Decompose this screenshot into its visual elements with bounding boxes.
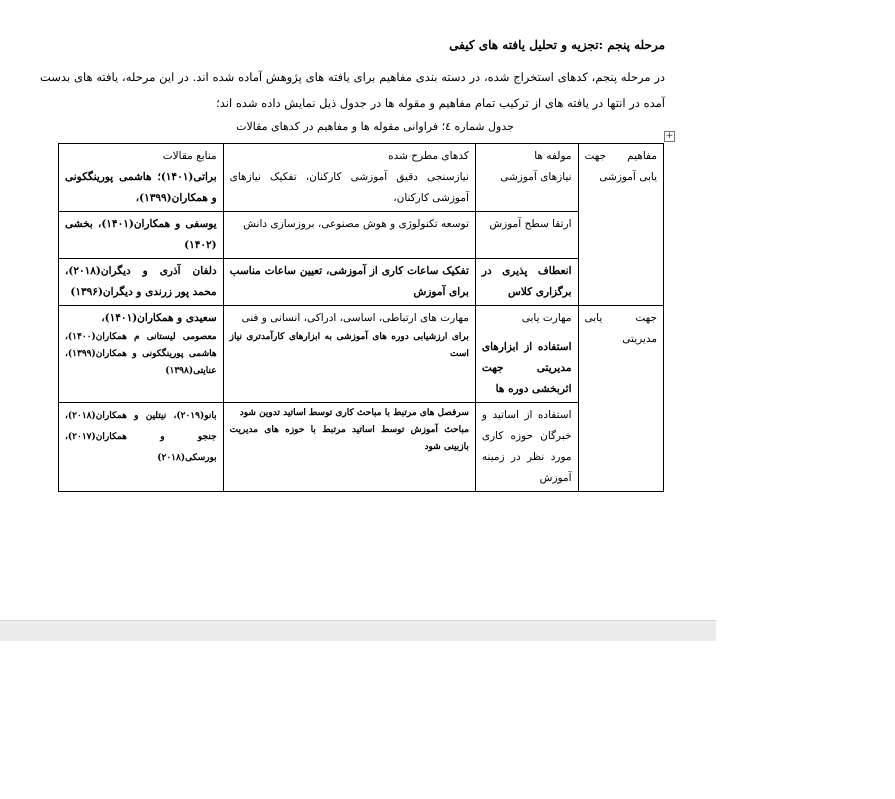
codes-text: مباحث آموزش توسط اساتید مرتبط با حوزه های مدیریت بازبینی شود bbox=[229, 425, 469, 452]
sources-cell bbox=[59, 144, 224, 212]
sources-text: سعیدی و همکاران(۱۴۰۱)، bbox=[101, 312, 217, 324]
codes-text: مهارت های ارتباطی، اساسی، ادراکی، انسانی و فنی bbox=[241, 312, 469, 324]
sources-text: بانو(۲۰۱۹)، نیتلین و همکاران(۲۰۱۸)، جنجو و همکاران(۲۰۱۷)، بورسکی(۲۰۱۸) bbox=[65, 411, 217, 463]
component-label: انعطاف پذیری در برگزاری کلاس bbox=[481, 265, 572, 298]
component-cell bbox=[475, 403, 578, 492]
codes-cell bbox=[223, 403, 475, 492]
findings-table bbox=[58, 143, 664, 492]
component-cell bbox=[475, 212, 578, 259]
document-footer-bar bbox=[0, 620, 716, 641]
sources-header: منابع مقالات bbox=[162, 150, 217, 162]
sources-text: معصومی لیستانی م همکاران(۱۴۰۰)، هاشمی پورینگکونی و همکاران(۱۳۹۹)، عنایتی(۱۳۹۸) bbox=[65, 332, 217, 376]
sources-cell bbox=[59, 306, 224, 403]
table-row bbox=[59, 306, 664, 403]
table-row bbox=[59, 212, 664, 259]
concept-cell bbox=[578, 306, 664, 492]
codes-header: کدهای مطرح شده bbox=[388, 150, 469, 162]
sources-cell bbox=[59, 259, 224, 306]
component-label: استفاده از اساتید و خبرگان حوزه کاری مورد نظر در زمینه آموزش bbox=[481, 409, 572, 484]
component-header: مولفه ها bbox=[534, 150, 572, 162]
codes-text: برای ارزشیابی دوره های آموزشی به ابزارهای کارآمدتری نیاز است bbox=[229, 332, 469, 359]
sources-cell bbox=[59, 212, 224, 259]
table-row bbox=[59, 403, 664, 492]
codes-cell bbox=[223, 259, 475, 306]
move-table-icon[interactable]: + bbox=[665, 131, 674, 141]
codes-cell bbox=[223, 212, 475, 259]
sources-cell bbox=[59, 403, 224, 492]
codes-text: نیازسنجی دقیق آموزشی کارکنان، تفکیک نیازهای آموزشی کارکنان، bbox=[229, 171, 469, 204]
concept-label: جهت یابی مدیریتی bbox=[584, 312, 657, 345]
component-label: مهارت یابی bbox=[521, 312, 572, 324]
codes-text: توسعه تکنولوژی و هوش مصنوعی، بروزسازی دانش bbox=[243, 218, 469, 230]
table-row bbox=[59, 259, 664, 306]
component-cell bbox=[475, 306, 578, 403]
codes-cell bbox=[223, 144, 475, 212]
component-label: استفاده از ابزارهای مدیریتی جهت اثربخشی دوره ها bbox=[481, 341, 572, 395]
intro-paragraph: در مرحله پنجم، کدهای استخراج شده، در دسته بندی مفاهیم برای یافته های پژوهش آماده شده اند. در این مرحله، یافته های بدست آمده در انتها در یافته های از ترکیب تمام مفاهیم و مقوله ها در جدول ذیل نمایش داده شده اند؛ bbox=[40, 70, 665, 110]
sources-text: یوسفی و همکاران(۱۴۰۱)، بخشی (۱۴۰۲) bbox=[65, 218, 217, 251]
section-heading: مرحله پنجم :تجزیه و تحلیل یافته های کیفی bbox=[449, 38, 665, 52]
component-cell bbox=[475, 144, 578, 212]
table-row bbox=[59, 144, 664, 212]
sources-text: دلفان آذری و دیگران(۲۰۱۸)، محمد پور زرندی و دیگران(۱۳۹۶) bbox=[65, 265, 217, 298]
codes-cell bbox=[223, 306, 475, 403]
component-cell bbox=[475, 259, 578, 306]
sources-text: براتی(۱۴۰۱)؛ هاشمی پورینگکونی و همکاران(۱۳۹۹)، bbox=[65, 171, 217, 204]
table-caption: جدول شماره ٤؛ فراوانی مقوله ها و مفاهیم در کدهای مقالات bbox=[236, 120, 514, 133]
concept-cell bbox=[578, 144, 664, 306]
concept-label: مفاهیم جهت یابی آموزشی bbox=[584, 150, 657, 183]
component-label: ارتقا سطح آموزش bbox=[489, 218, 572, 230]
codes-text: سرفصل های مرتبط با مباحث کاری توسط اساتید تدوین شود bbox=[239, 408, 469, 418]
codes-text: تفکیک ساعات کاری از آموزشی، تعیین ساعات مناسب برای آموزش bbox=[229, 265, 469, 298]
component-label: نیازهای آموزشی bbox=[500, 171, 572, 183]
